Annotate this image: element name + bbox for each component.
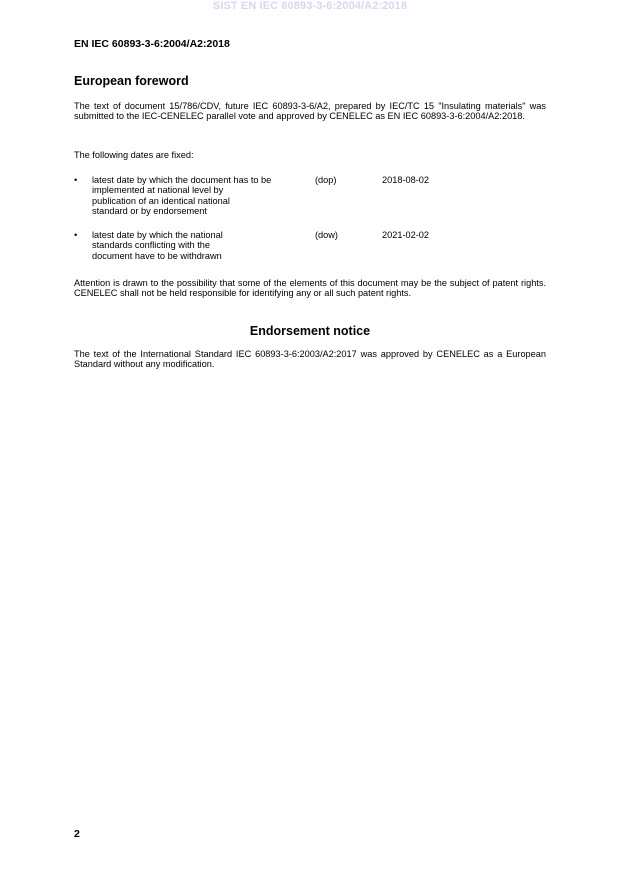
description-line: latest date by which the national bbox=[92, 230, 223, 240]
description-line: standards conflicting with the bbox=[92, 240, 210, 251]
description-line: standard or by endorsement bbox=[92, 206, 207, 217]
endorsement-text: The text of the International Standard IEC 60893-3-6:2003/A2:2017 was approved by CENELEC as a European Standard without any modification. bbox=[74, 349, 546, 370]
patent-attention: Attention is drawn to the possibility that some of the elements of this document may be the subject of patent rights. CENELEC shall not be held responsible for identifying any or all such patent rights. bbox=[74, 278, 546, 299]
bullet: • bbox=[74, 175, 78, 185]
date-value: 2021-02-02 bbox=[382, 230, 429, 240]
dates-intro: The following dates are fixed: bbox=[74, 150, 194, 160]
date-item-description bbox=[92, 175, 304, 217]
foreword-title: European foreword bbox=[74, 74, 189, 88]
date-abbreviation: (dop) bbox=[315, 175, 337, 185]
date-abbreviation: (dow) bbox=[315, 230, 338, 240]
foreword-intro: The text of document 15/786/CDV, future IEC 60893-3-6/A2, prepared by IEC/TC 15 "Insulating materials" was submitted to the IEC-CENELEC parallel vote and approved by CENELEC as EN IEC 60893-3-6:2004/A2:2018. bbox=[74, 101, 546, 122]
watermark: SIST EN IEC 60893-3-6:2004/A2:2018 bbox=[212, 0, 408, 12]
date-item-description bbox=[92, 230, 304, 261]
description-line: latest date by which the document has to be bbox=[92, 175, 272, 185]
description-line: implemented at national level by bbox=[92, 185, 224, 196]
description-line: document have to be withdrawn bbox=[92, 250, 222, 261]
bullet: • bbox=[74, 230, 78, 240]
document-id: EN IEC 60893-3-6:2004/A2:2018 bbox=[74, 38, 230, 50]
description-line: publication of an identical national bbox=[92, 195, 230, 206]
date-value: 2018-08-02 bbox=[382, 175, 429, 185]
endorsement-title: Endorsement notice bbox=[249, 324, 371, 338]
page-number: 2 bbox=[74, 828, 80, 840]
